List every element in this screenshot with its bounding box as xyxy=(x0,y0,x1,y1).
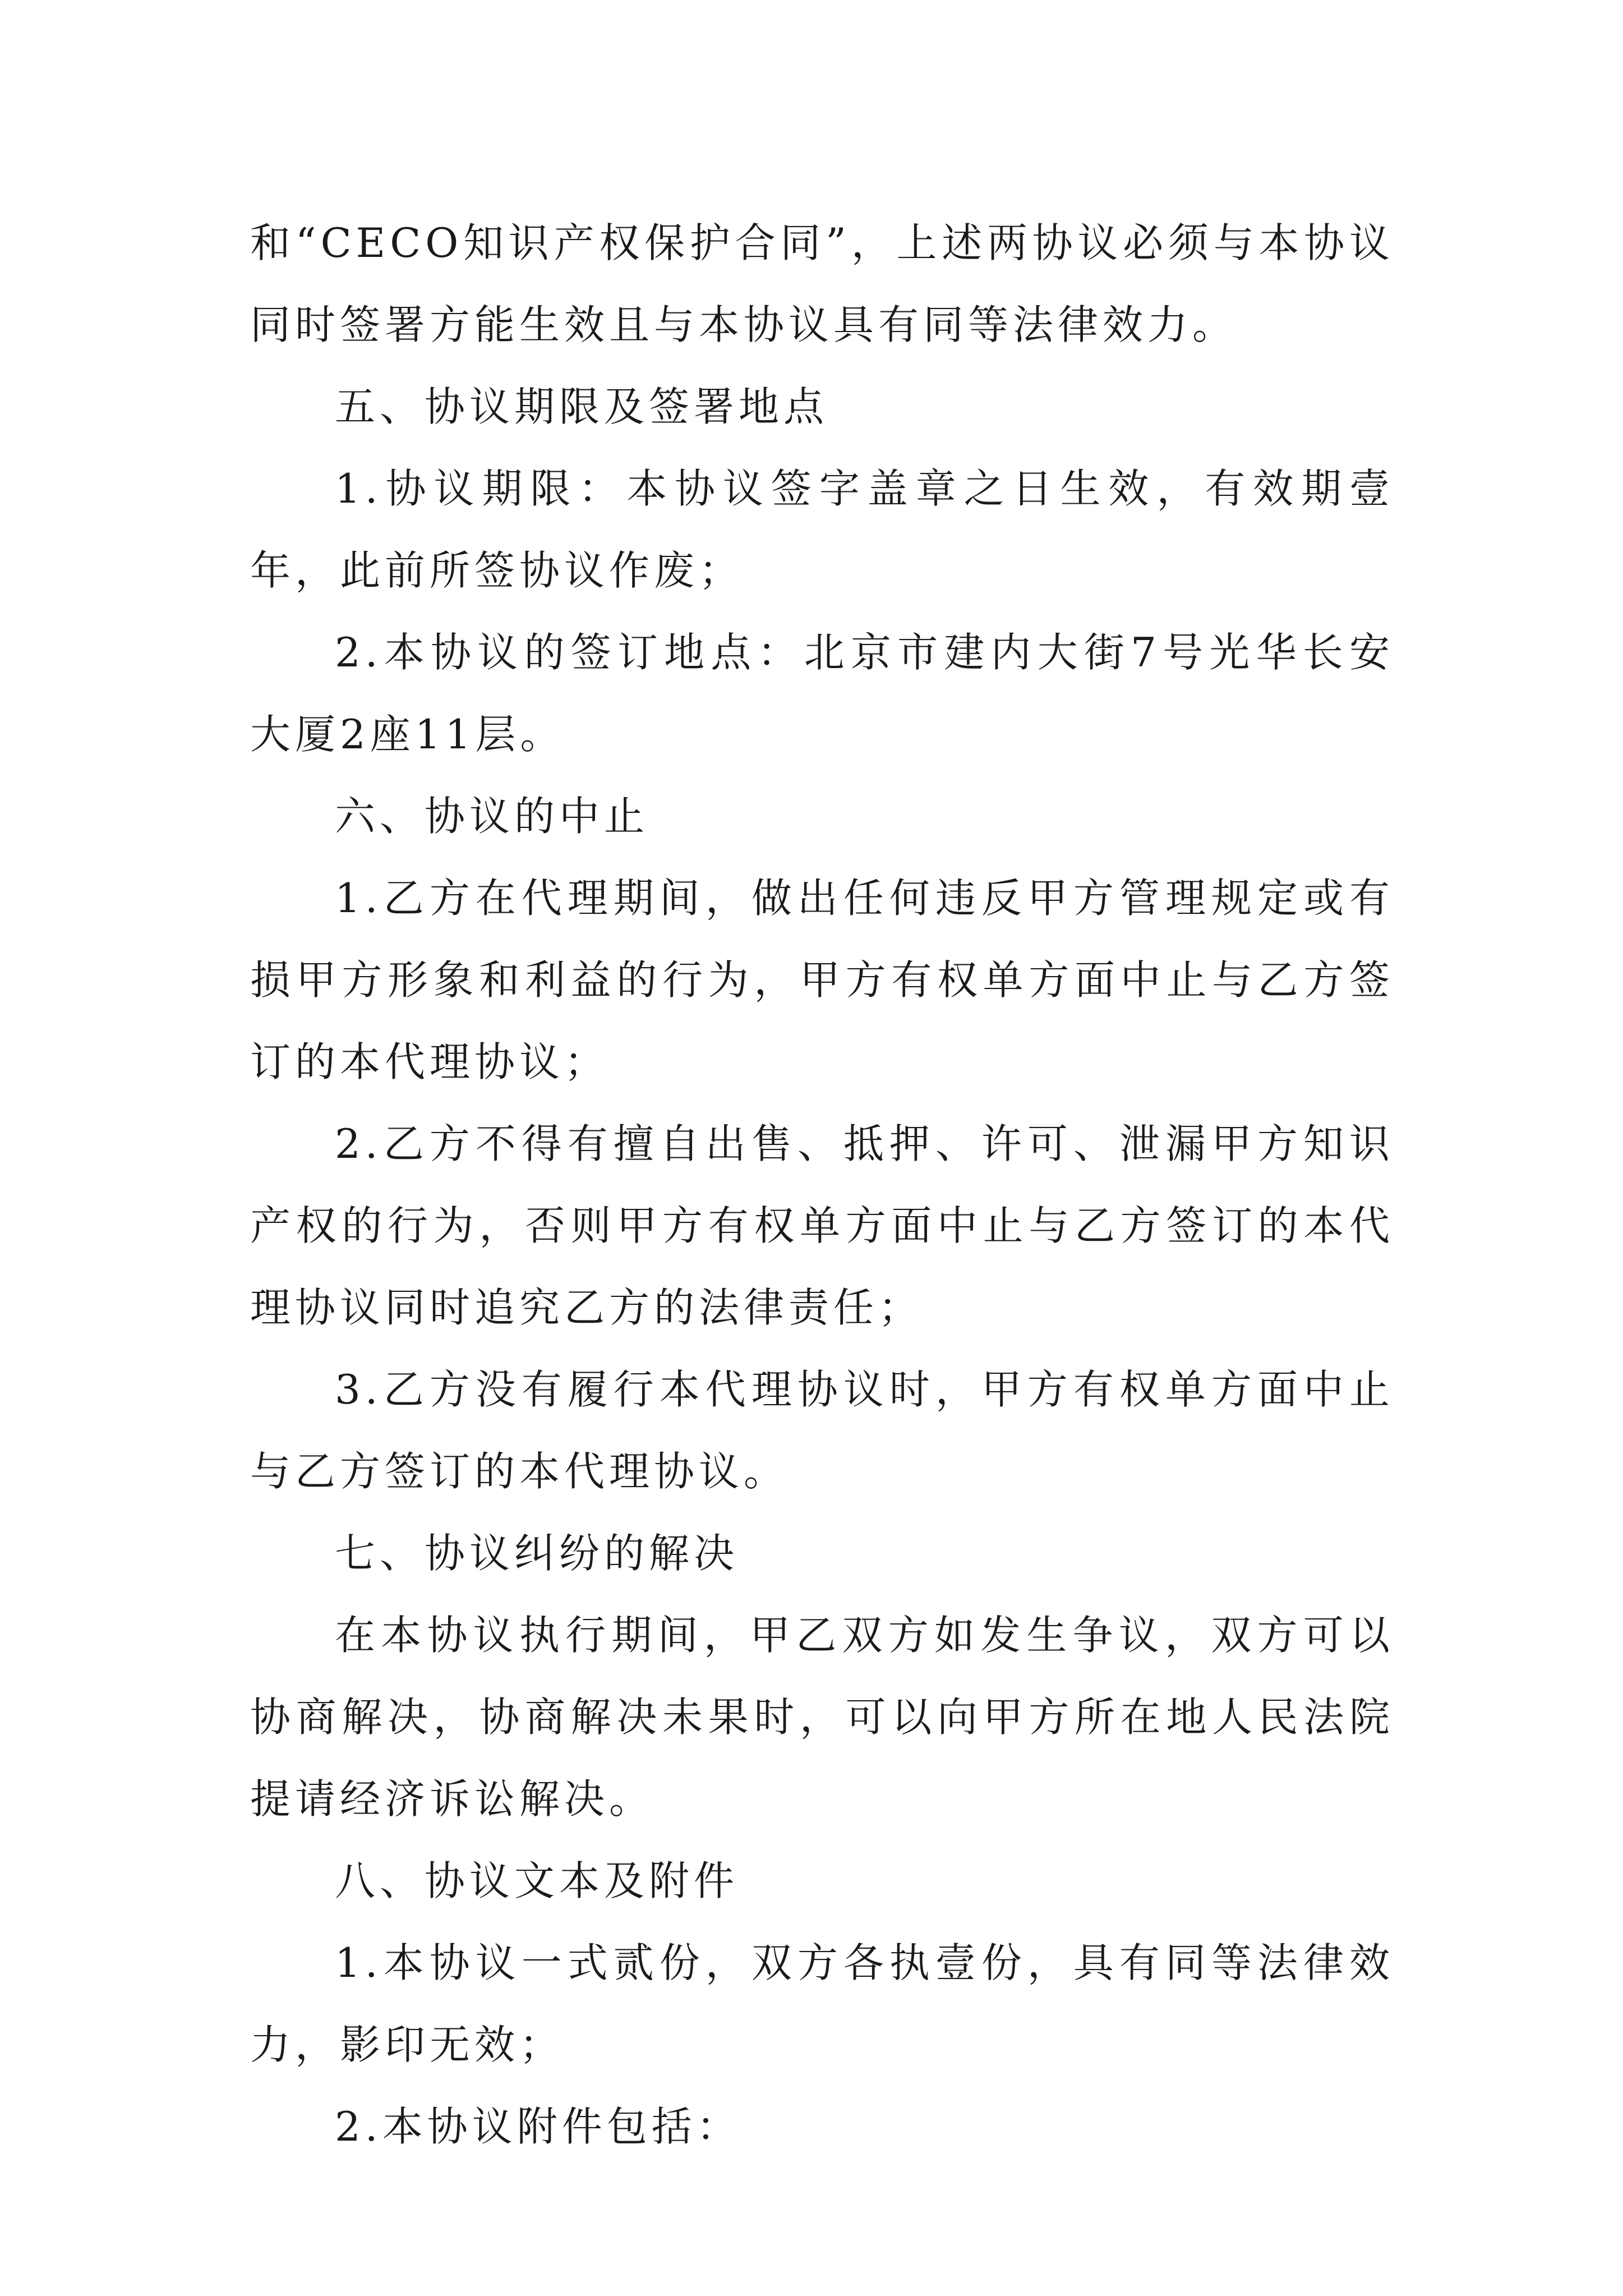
clause-6-2: 2.乙方不得有擅自出售、抵押、许可、泄漏甲方知识产权的行为，否则甲方有权单方面中止与乙方签订的本代理协议同时追究乙方的法律责任； xyxy=(250,1120,1394,1331)
section-heading-7: 七、协议纠纷的解决 xyxy=(335,1530,739,1577)
section-heading-8: 八、协议文本及附件 xyxy=(335,1857,739,1904)
paragraph-continuation: 和“CECO知识产权保护合同”，上述两协议必须与本协议同时签署方能生效且与本协议具有同等法律效力。 xyxy=(250,219,1394,348)
clause-5-2: 2.本协议的签订地点：北京市建内大街7号光华长安大厦2座11层。 xyxy=(250,629,1394,758)
clause-6-1: 1.乙方在代理期间，做出任何违反甲方管理规定或有损甲方形象和利益的行为，甲方有权单方面中止与乙方签订的本代理协议； xyxy=(250,875,1394,1085)
document-body xyxy=(250,202,1394,2168)
section-heading-6: 六、协议的中止 xyxy=(335,793,649,840)
clause-6-3: 3.乙方没有履行本代理协议时，甲方有权单方面中止与乙方签订的本代理协议。 xyxy=(250,1366,1394,1495)
clause-7-1: 在本协议执行期间，甲乙双方如发生争议，双方可以协商解决，协商解决未果时，可以向甲方所在地人民法院提请经济诉讼解决。 xyxy=(250,1612,1394,1823)
clause-8-1: 1.本协议一式贰份，双方各执壹份，具有同等法律效力，影印无效； xyxy=(250,1939,1394,2068)
clause-5-1: 1.协议期限：本协议签字盖章之日生效，有效期壹年，此前所签协议作废； xyxy=(250,465,1394,594)
clause-8-2: 2.本协议附件包括： xyxy=(335,2103,741,2150)
section-heading-5: 五、协议期限及签署地点 xyxy=(335,383,829,430)
